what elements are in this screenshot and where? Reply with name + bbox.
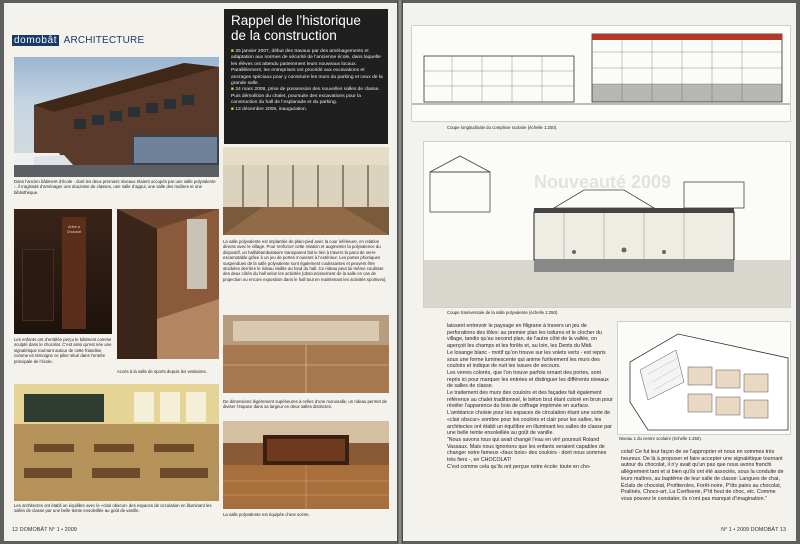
stairs-photo bbox=[117, 209, 219, 359]
magazine-brand bbox=[12, 30, 144, 48]
caption-sports: De dimensions légèrement supérieures à celles d’une monosalle, un rideau permet de diviser l’espace dans sa largeur en deux salles distinctes. bbox=[223, 399, 387, 410]
caption-cross-section: Coupe transversale de la salle polyvalente (échelle 1:250). bbox=[447, 310, 559, 315]
page-folio-left: 12 DOMOBÂT N° 1 • 2009 bbox=[12, 527, 77, 533]
cross-section-svg bbox=[424, 142, 790, 307]
floor-plan-drawing bbox=[617, 321, 791, 435]
chocolate-tree-photo bbox=[14, 209, 112, 334]
caption-hall: La salle polyvalente est implantée de plain-pied avec la cour inférieure, en relation directe avec le village. Pour renforcer cette relation et augmenter la polyvalence du dispositif, un hall/déambulatoire transparent fait le lien à travers la paroi de verre escamotable grâce à un jeu de portes s’ouvrant à l’extérieur. Les portes phoniques suspendues de la salle polyvalente sont également coulissantes et peuvent être stockées derrière le rideau visible au fond du hall. Ce rideau peut lui-même coulisser des deux côtés du hall selon les activités (obscurcissement de la salle en cas de projection ou encore exposition dans le hall tout en maintenant les activités sportives). bbox=[223, 239, 387, 282]
caption-long-section: Coupe longitudinale du complexe scolaire (échelle 1:250). bbox=[447, 125, 558, 130]
section-title: ARCHITECTURE bbox=[63, 35, 145, 46]
hall-photo bbox=[223, 147, 389, 235]
history-box bbox=[224, 9, 388, 144]
floor-plan-svg bbox=[618, 322, 790, 434]
caption-tree: Les enfants ont d’emblée perçu le bâtiment comme sculpté dans le chocolat. C’est ainsi qu’est née une signalétique tournant autour de cette friandise, comme en témoigne ce pilier situé dans l’entrée principale de l’école. bbox=[14, 337, 112, 364]
body-paragraph: Le traitement des murs des couloirs et des façades fait également référence au chalet traditionnel, le béton brut étant coloré en brun pour révéler l’apparence du bois de coffrage imprimée en surface. L’ambiance choisie pour les espaces de circulation étant une sorte de «clair obscur» sombre pour les couloirs et clair pour les salles, les architectes ont établi un équilibre en illuminant les salles de classe par une belle teinte ensoleillée au goût de vanille. bbox=[447, 390, 613, 437]
body-paragraph: laissent entrevoir le paysage en filigrane à travers un jeu de perforations des tôles: au premier plan les toitures et le clocher du village, tandis qu’au second plan, de l’autre côté de la vallée, on aperçoit les champs et les forêts et, au loin, les Dents du Midi. bbox=[447, 323, 602, 350]
page-folio-right: N° 1 • 2009 DOMOBÂT 13 bbox=[721, 527, 786, 533]
body-paragraph: Les verres colorés, que l’on trouve parfois ornant des portes, sont repris ici pour marquer les entrées et distinguer les différents niveaux de salles de classe. bbox=[447, 369, 609, 390]
ghost-text: Nouveauté 2009 bbox=[534, 172, 672, 192]
caption-exterior: Dans l’ancien bâtiment d’école - dont les deux premiers niveaux étaient occupés par une salle polyvalente -, il s’agissait d’aménager une douzaine de classes, une salle d’appui, une salle des maîtres et une bibliothèque. bbox=[14, 179, 216, 195]
left-page bbox=[4, 3, 397, 541]
history-item: ■ 25 janvier 2007, début des travaux par des aménagements et adaptation aux normes de sécurité de l’ancienne école, dans laquelle les élèves ont attendu patiemment leurs nouveaux locaux. Parallèlement, les entreprises ont procédé aux excavations et ancrages spéciaux pour y construire les murs du parking et ceux de la grande salle. bbox=[231, 49, 383, 87]
longitudinal-section-drawing bbox=[411, 25, 791, 122]
hall-drawing bbox=[223, 147, 389, 235]
body-text-col2 bbox=[621, 449, 787, 503]
body-paragraph: Le losange blanc - motif qu’on trouve sur les volets verts - est repris sous une forme luminescente qui anime furtivement les murs des couloirs et indique de nuit les issues de secours. bbox=[447, 349, 606, 370]
stage-drawing bbox=[223, 421, 389, 509]
tree-pillar bbox=[62, 217, 86, 329]
sports-hall-drawing bbox=[223, 315, 389, 393]
stairs-drawing bbox=[117, 209, 219, 359]
sports-hall-photo bbox=[223, 315, 389, 393]
brand-logo: domobât bbox=[14, 35, 58, 46]
caption-stairs: Accès à la salle de sports depuis les vestiaires. bbox=[117, 369, 207, 374]
longitudinal-section-svg bbox=[412, 26, 790, 121]
caption-stage: La salle polyvalente est équipée d’une scène. bbox=[223, 512, 310, 517]
classroom-photo bbox=[14, 384, 219, 501]
body-paragraph: colat! Ce fut leur façon de se l’approprier et nous en sommes très heureux. De là à proposer et faire accepter une signalétique tournant autour du chocolat, il n’y avait qu’un pas que nous avons franchi allègrement tant et si bien qu’ils ont été associés, sous la conduite de leurs maîtres, au baptême de leur salle de classe: Langues de chat, Éclats de chocolat, Profiteroles, Forêt-noire, P’tits pains au chocolat, Pralinés, Choco-art, La Confiserie, P’tit hout de choc, etc. Comme vous pouvez le constater, ils n’ont pas manqué d’imagination.” bbox=[621, 449, 784, 502]
history-item: ■ 24 mars 2008, prise de possession des nouvelles salles de classe. Puis démolition du chalet, poursuite des excavations pour la construction du hall de l’esplanade et du parking. bbox=[231, 87, 380, 106]
cross-section-drawing bbox=[423, 141, 791, 308]
exterior-building-drawing bbox=[14, 57, 219, 177]
history-title: Rappel de l’historique de la construction bbox=[231, 13, 361, 43]
caption-classroom: Les architectes ont établi un équilibre avec le «clair obscur» des espaces de circulation en illuminant les salles de classe par une belle teinte ensoleillée au goût de vanille. bbox=[14, 503, 212, 514]
body-text-col1 bbox=[447, 323, 613, 470]
right-page bbox=[403, 3, 796, 541]
stage-photo bbox=[223, 421, 389, 509]
body-paragraph: “Nous savons tous qui avait changé l’eau en vin! poursuit Roland Vassaux. Mais nous ignorions que les enfants seraient capables de changer notre fameux «faux bois» des couloirs - dont nous sommes très fiers -, en CHOCOLAT! bbox=[447, 436, 607, 464]
history-list bbox=[231, 49, 383, 113]
history-item: ■ 13 décembre 2008, inauguration. bbox=[231, 106, 308, 112]
body-paragraph: C’est comme cela qu’ils ont perçue notre école: toute en cho- bbox=[447, 463, 591, 470]
exterior-photo bbox=[14, 57, 219, 177]
tree-sign: Arbre à Chocolat bbox=[66, 225, 82, 234]
classroom-drawing bbox=[14, 384, 219, 501]
caption-plan: Niveau 1 du centre scolaire (échelle 1:250). bbox=[619, 436, 702, 441]
